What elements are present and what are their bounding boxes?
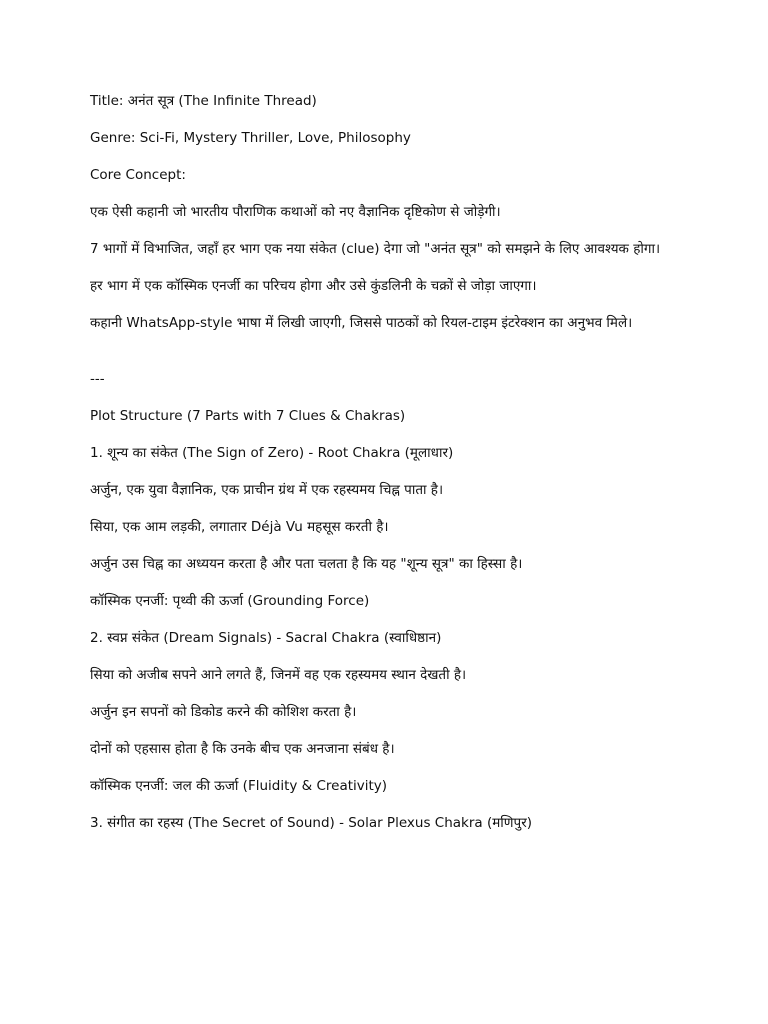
plot-structure-heading: Plot Structure (7 Parts with 7 Clues & Chakras) (90, 408, 406, 424)
cosmic-energy-line: कॉस्मिक एनर्जी: पृथ्वी की ऊर्जा (Grounding Force) (90, 593, 370, 609)
part-line: अर्जुन उस चिह्न का अध्ययन करता है और पता चलता है कि यह "शून्य सूत्र" का हिस्सा है। (90, 556, 523, 572)
document-body (90, 92, 680, 851)
core-point: एक ऐसी कहानी जो भारतीय पौराणिक कथाओं को नए वैज्ञानिक दृष्टिकोण से जोड़ेगी। (90, 204, 501, 220)
part-line: दोनों को एहसास होता है कि उनके बीच एक अनजाना संबंध है। (90, 741, 395, 757)
title-line: Title: अनंत सूत्र (The Infinite Thread) (90, 93, 317, 109)
section-separator: --- (90, 371, 105, 387)
core-point: हर भाग में एक कॉस्मिक एनर्जी का परिचय होगा और उसे कुंडलिनी के चक्रों से जोड़ा जाएगा। (90, 278, 537, 294)
part-line: अर्जुन, एक युवा वैज्ञानिक, एक प्राचीन ग्रंथ में एक रहस्यमय चिह्न पाता है। (90, 482, 444, 498)
part-heading: 1. शून्य का संकेत (The Sign of Zero) - Root Chakra (मूलाधार) (90, 445, 454, 461)
core-point: कहानी WhatsApp-style भाषा में लिखी जाएगी, जिससे पाठकों को रियल-टाइम इंटरेक्शन का अनुभव मिले। (90, 315, 633, 331)
part-line: अर्जुन इन सपनों को डिकोड करने की कोशिश करता है। (90, 704, 357, 720)
part-heading: 3. संगीत का रहस्य (The Secret of Sound) - Solar Plexus Chakra (मणिपुर) (90, 815, 533, 831)
cosmic-energy-line: कॉस्मिक एनर्जी: जल की ऊर्जा (Fluidity & Creativity) (90, 778, 388, 794)
core-concept-heading: Core Concept: (90, 167, 186, 183)
part-heading: 2. स्वप्न संकेत (Dream Signals) - Sacral Chakra (स्वाधिष्ठान) (90, 630, 442, 646)
genre-line: Genre: Sci-Fi, Mystery Thriller, Love, Philosophy (90, 130, 411, 146)
part-line: सिया को अजीब सपने आने लगते हैं, जिनमें वह एक रहस्यमय स्थान देखती है। (90, 667, 467, 683)
core-point: 7 भागों में विभाजित, जहाँ हर भाग एक नया संकेत (clue) देगा जो "अनंत सूत्र" को समझने के लिए आवश्यक होगा। (90, 241, 661, 257)
part-line: सिया, एक आम लड़की, लगातार Déjà Vu महसूस करती है। (90, 519, 389, 535)
